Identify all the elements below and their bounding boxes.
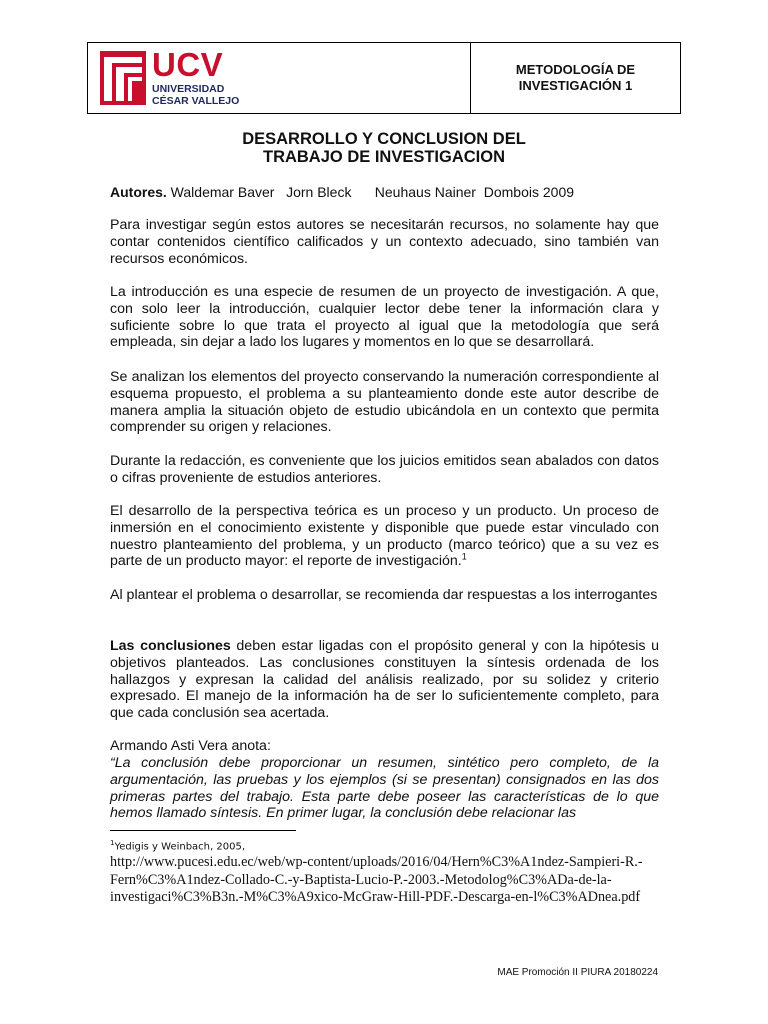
quote-text: “La conclusión debe proporcionar un resumen, sintético pero completo, de la argumentación, las pruebas y los ejemplos (si se presentan) consignados en las dos primeras partes del trabajo. Esta parte debe poseer las características de lo que hemos llamado síntesis. En primer lugar, la conclusión debe relacionar las [110,755,659,822]
footnote-citation-text: Yedigis y Weinbach, 2005, [114,841,246,853]
document-title-line-1: DESARROLLO Y CONCLUSION DEL [242,130,526,148]
course-title: METODOLOGÍA DE INVESTIGACIÓN 1 [515,62,636,93]
paragraph-1: Para investigar según estos autores se necesitarán recursos, no solamente hay que contar contenidos científico calificados y un contexto adecuado, sino también van recursos económicos. [110,217,659,267]
paragraph-4: Durante la redacción, es conveniente que los juicios emitidos sean abalados con datos o cifras proveniente de estudios anteriores. [110,453,659,486]
conclusions-paragraph [110,638,659,722]
logo-ucv: UCV [152,46,224,83]
footnote-citation [110,836,245,854]
footnote-separator [110,830,296,831]
course-title-cell [471,43,680,113]
authors-line [110,184,574,200]
paragraph-6: Al plantear el problema o desarrollar, se recomienda dar respuestas a los interrogantes [110,587,658,603]
footnote-url[interactable]: http://www.pucesi.edu.ec/web/wp-content/uploads/2016/04/Hern%C3%A1ndez-Sampieri-R.-Fern%C3%A1ndez-Collado-C.-y-Baptista-Lucio-P.-2003.-Metodolog%C3%ADa-de-la-investigaci%C3%B3n.-M%C3%A9xico-McGraw-Hill-PDF.-Descarga-en-l%C3%ADnea.pdf [110,854,643,905]
conclusions-label: Las conclusiones [110,638,231,654]
quote-intro: Armando Asti Vera anota: [110,738,271,754]
paragraph-5-text: El desarrollo de la perspectiva teórica es un proceso y un producto. Un proceso de inmersión en el conocimiento existente y disponible que puede estar vinculado con nuestro planteamiento del problema, y un producto (marco teórico) que a su vez es parte de un producto mayor: el reporte de investigación. [110,503,659,570]
page-footer: MAE Promoción II PIURA 20180224 [497,967,658,978]
logo-university-name: CÉSAR VALLEJO [152,95,240,107]
document-title [108,130,660,166]
document-title-line-2: TRABAJO DE INVESTIGACION [262,148,506,166]
authors-label: Autores. [110,184,167,200]
logo-text [152,47,239,107]
paragraph-5 [110,503,659,570]
footnote-reference: 1 [461,551,467,562]
footnote-mark: 1 [110,839,115,847]
authors-names: Waldemar Baver Jorn Bleck Neuhaus Nainer Dombois 2009 [166,184,575,200]
document-header [87,42,681,114]
paragraph-3: Se analizan los elementos del proyecto conservando la numeración correspondiente al esquema propuesto, el problema a su planteamiento donde este autor describe de manera amplia la situación objeto de estudio ubicándola en un contexto que permita comprender su origen y relaciones. [110,369,659,436]
logo-cell [88,43,471,113]
paragraph-2: La introducción es una especie de resumen de un proyecto de investigación. A que, con solo leer la introducción, cualquier lector debe tener la información clara y suficiente sobre lo que trata el proyecto al igual que la metodología que será empleada, sin dejar a lado los lugares y momentos en lo que se desarrollará. [110,284,659,351]
logo-university: UNIVERSIDAD [152,83,225,95]
ucv-logo-icon [100,51,146,105]
conclusions-text: deben estar ligadas con el propósito general y con la hipótesis u objetivos planteados. Las conclusiones constituyen la síntesis ordenada de los hallazgos y expresan la calidad del análisis realizado, por su solidez y criterio expresado. El manejo de la información ha de ser lo suficientemente completo, para que cada conclusión sea acertada. [110,638,659,722]
